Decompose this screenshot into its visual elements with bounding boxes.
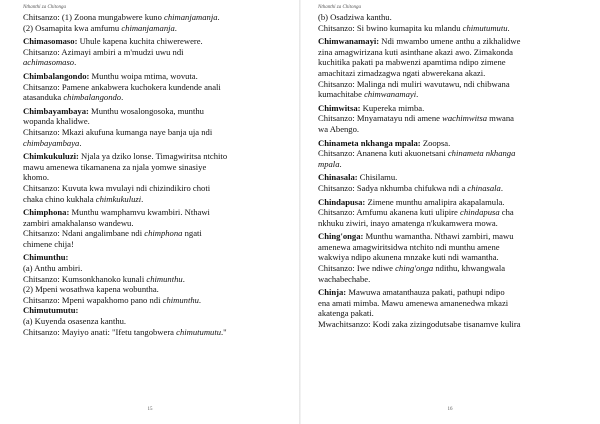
text-run: Munthu wamphamvu kwambiri. Nthawi	[69, 207, 210, 218]
text-run: Uhule kapena kuchita chiwerewere.	[77, 36, 203, 47]
headword: Chimbayambaya:	[23, 105, 89, 116]
entry-list	[23, 12, 292, 337]
text-run: zina amagwirizana kuti asinthane akazi awo. Zimakonda	[318, 46, 513, 57]
text-line	[318, 172, 594, 183]
text-run: Chitsanzo: Sadya nkhumba chifukwa ndi a	[318, 182, 468, 193]
text-line	[318, 138, 594, 149]
page-number: 15	[147, 407, 153, 412]
text-run: (2) Mpeni wosathwa kapena wobuntha.	[23, 284, 159, 295]
text-run: .	[416, 89, 419, 100]
headword: Chimwanamayi:	[318, 36, 380, 47]
text-line	[23, 36, 292, 47]
text-run: Chitsanzo: Pamene ankabwera kuchokera kundende anali	[23, 81, 221, 92]
text-line	[23, 207, 292, 218]
text-run: .	[79, 137, 82, 148]
text-run: Munthu woipa mtima, wovuta.	[89, 70, 198, 81]
text-run: Njala ya dziko lonse. Timagwiritsa ntchito	[78, 151, 228, 162]
text-line	[23, 116, 292, 127]
text-run: (2) Osamapita kwa amfumu	[23, 22, 122, 33]
example-word: chimanjamanja	[121, 22, 175, 33]
text-run: (b) Osadziwa kanthu.	[318, 12, 392, 22]
text-line	[23, 12, 292, 23]
text-run: Ndi mwambo umene anthu a zikhalidwe	[379, 36, 521, 47]
text-run: zambiri amakhalanso wandewu.	[23, 217, 134, 228]
glossary-entry	[23, 12, 292, 33]
entry-list	[318, 12, 594, 330]
glossary-entry	[318, 287, 594, 329]
text-run: wakwiya ndipo akunena mnzake kuti ndi wamantha.	[318, 252, 499, 263]
headword: Ching'onga:	[318, 231, 364, 242]
example-word: chimbalangondo	[63, 92, 122, 103]
text-line	[318, 298, 594, 309]
text-run: Chisilamu.	[357, 172, 398, 183]
text-run: Chitsanzo: Mpeni wapakhomo pano ndi	[23, 294, 163, 305]
example-word: chindapusa	[460, 207, 500, 218]
text-line	[23, 252, 292, 263]
example-word: chimutumutu	[176, 326, 222, 337]
example-word: mpala	[318, 158, 340, 169]
text-line	[318, 319, 594, 330]
headword: Chimphona:	[23, 207, 70, 218]
headword: Chinja:	[318, 287, 347, 298]
text-line	[318, 57, 594, 68]
text-line	[23, 228, 292, 239]
text-line	[23, 239, 292, 250]
text-run: mwana	[487, 113, 514, 124]
text-line	[23, 82, 292, 93]
text-line	[23, 295, 292, 306]
example-word: chinasala	[467, 182, 501, 193]
text-line	[318, 252, 594, 263]
text-run: .	[182, 273, 185, 284]
text-run: .	[141, 193, 144, 204]
text-line	[318, 148, 594, 159]
glossary-entry	[23, 151, 292, 204]
glossary-entry	[23, 207, 292, 249]
headword: Chimutumutu:	[23, 305, 79, 316]
headword: Chimkukuluzi:	[23, 151, 79, 162]
text-run: atasanduka	[23, 92, 64, 103]
text-run: Chitsanzo: Mkazi akufuna kumanga naye banja uja ndi	[23, 126, 213, 137]
glossary-entry	[318, 103, 594, 135]
text-line	[318, 207, 594, 218]
text-run: ndithu, khwangwala	[433, 263, 506, 274]
text-run: .	[121, 92, 124, 103]
text-run: .	[217, 12, 220, 22]
text-line	[23, 316, 292, 327]
text-line	[318, 218, 594, 229]
text-run: (a) Kuyenda osasenza kanthu.	[23, 316, 127, 327]
text-line	[318, 263, 594, 274]
text-run: Zimene munthu amalipira akapalamula.	[365, 196, 505, 207]
page-number: 16	[447, 407, 453, 412]
headword: Chinasala:	[318, 172, 358, 183]
text-line	[318, 197, 594, 208]
headword: Chimwitsa:	[318, 102, 361, 113]
text-run: wachabechabe.	[318, 273, 371, 284]
text-line	[318, 124, 594, 135]
text-run: Chitsanzo: Iwe ndiwe	[318, 263, 396, 274]
text-line	[318, 36, 594, 47]
text-line	[23, 92, 292, 103]
text-run: kumachitabe	[318, 89, 365, 100]
text-line	[23, 151, 292, 162]
text-line	[318, 242, 594, 253]
glossary-entry	[23, 106, 292, 148]
text-line	[318, 103, 594, 114]
running-head: Nthanthi za Chitonga	[318, 5, 362, 10]
glossary-entry	[318, 172, 594, 193]
text-line	[23, 183, 292, 194]
text-line	[318, 89, 594, 100]
page-right	[300, 0, 600, 424]
headword: Chindapusa:	[318, 196, 366, 207]
text-line	[23, 274, 292, 285]
text-run: khomo.	[23, 172, 50, 183]
text-run: (a) Anthu ambiri.	[23, 263, 83, 274]
text-line	[318, 79, 594, 90]
headword: Chimbalangondo:	[23, 70, 90, 81]
text-line	[318, 12, 594, 23]
text-run: cha	[499, 207, 514, 218]
glossary-entry	[318, 138, 594, 170]
text-run: nkhuku ziwiri, inayo amatenga n'kukamwera mowa.	[318, 217, 498, 228]
text-line	[318, 274, 594, 285]
text-run: Kupereka mimba.	[360, 102, 425, 113]
text-run: mawu amenewa tikamanena za njala yomwe sinasiye	[23, 161, 207, 172]
text-run: amachitazi zimadzagwa ngati abwerekana akazi.	[318, 67, 486, 78]
text-line	[23, 327, 292, 338]
running-head: Nthanthi za Chitonga	[23, 5, 67, 10]
text-run: Chitsanzo: Ndani angalimbane ndi	[23, 228, 145, 239]
text-line	[23, 138, 292, 149]
text-run: Chitsanzo: Mayiyo anati: "Ifetu tangobwera	[23, 326, 177, 337]
text-run: amenewa amagwiritsidwa ntchito ndi munthu amene	[318, 241, 500, 252]
headword: Chinameta nkhanga mpala:	[318, 137, 421, 148]
example-word: chimunthu	[146, 273, 183, 284]
text-run: Chitsanzo: Azimayi ambiri a m'mudzi uwu ndi	[23, 46, 184, 57]
glossary-entry	[318, 12, 594, 33]
text-run: ena amati mimba. Mawu amenewa amanenedwa mkazi	[318, 297, 509, 308]
text-line	[23, 305, 292, 316]
text-run: ."	[221, 326, 227, 337]
text-line	[23, 162, 292, 173]
text-line	[23, 263, 292, 274]
glossary-entry	[318, 197, 594, 229]
text-run: akatenga pakati.	[318, 308, 374, 319]
text-run: Munthu wosalongosoka, munthu	[88, 105, 204, 116]
headword: Chimunthu:	[23, 252, 69, 263]
text-line	[23, 57, 292, 68]
example-word: chimutumutu	[462, 22, 508, 33]
text-line	[318, 287, 594, 298]
text-run: kuchitika pakati pa mabwenzi apamtima ndipo zimene	[318, 57, 506, 68]
glossary-entry	[23, 36, 292, 68]
text-line	[318, 23, 594, 34]
example-word: chimphona	[144, 228, 183, 239]
text-line	[23, 127, 292, 138]
text-line	[318, 113, 594, 124]
text-run: Chitsanzo: Kumsonkhanoko kunali	[23, 273, 147, 284]
text-run: .	[198, 294, 202, 305]
text-run: Munthu wamantha. Nthawi zambiri, mawu	[363, 231, 514, 242]
text-line	[318, 231, 594, 242]
example-word: wachimwitsa	[442, 113, 487, 124]
text-line	[23, 106, 292, 117]
text-line	[23, 194, 292, 205]
glossary-entry	[318, 36, 594, 100]
headword: Chimasomaso:	[23, 36, 78, 47]
text-line	[23, 218, 292, 229]
text-line	[318, 47, 594, 58]
text-run: Mawuwa amatanthauza pakati, pathupi ndipo	[346, 287, 505, 298]
text-run: ngati	[182, 228, 202, 239]
text-run: Chitsanzo: Kuvuta kwa mvulayi ndi chizindikiro choti	[23, 182, 211, 193]
text-run: Chitsanzo: Malinga ndi muliri wavutawu, ndi chibwana	[318, 78, 510, 89]
text-run: .	[174, 22, 177, 33]
text-run: Chitsanzo: Ananena kuti akuonetsani	[318, 148, 448, 159]
example-word: achimasomaso	[23, 57, 75, 68]
text-line	[23, 23, 292, 34]
text-run: wa Abengo.	[318, 123, 360, 134]
glossary-entry	[23, 71, 292, 103]
example-word: chinameta nkhanga	[447, 148, 516, 159]
example-word: chimunthu	[162, 294, 199, 305]
text-run: Mwachitsanzo: Kodi zaka zizingodutsabe tisanamve kulira	[318, 319, 521, 330]
glossary-entry	[23, 252, 292, 337]
text-run: .	[74, 57, 77, 68]
text-run: chaka chino kukhala	[23, 193, 96, 204]
text-line	[23, 71, 292, 82]
text-run: Chitsanzo: Mnyamatayu ndi amene	[318, 113, 443, 124]
text-run: .	[339, 158, 342, 169]
text-run: chimene chija!	[23, 238, 74, 249]
text-run: Chitsanzo: Si bwino kumapita ku mlandu	[318, 22, 463, 33]
text-line	[318, 68, 594, 79]
text-run: Chitsanzo: (1) Zoona mungabwere kuno	[23, 12, 165, 22]
example-word: ching'onga	[395, 263, 434, 274]
text-run: wopanda khalidwe.	[23, 116, 90, 127]
example-word: chimanjamanja	[164, 12, 218, 22]
text-run: .	[500, 182, 503, 193]
example-word: chimkukuluzi	[95, 193, 142, 204]
text-run: Chitsanzo: Amfumu akanena kuti ulipire	[318, 207, 461, 218]
text-run: .	[507, 22, 510, 33]
text-line	[23, 172, 292, 183]
text-line	[318, 159, 594, 170]
example-word: chimbayambaya	[23, 137, 80, 148]
text-line	[23, 284, 292, 295]
glossary-entry	[318, 231, 594, 284]
text-line	[318, 183, 594, 194]
example-word: chimwanamayi	[364, 89, 417, 100]
text-line	[23, 47, 292, 58]
text-line	[318, 308, 594, 319]
text-run: Zoopsa.	[420, 137, 451, 148]
